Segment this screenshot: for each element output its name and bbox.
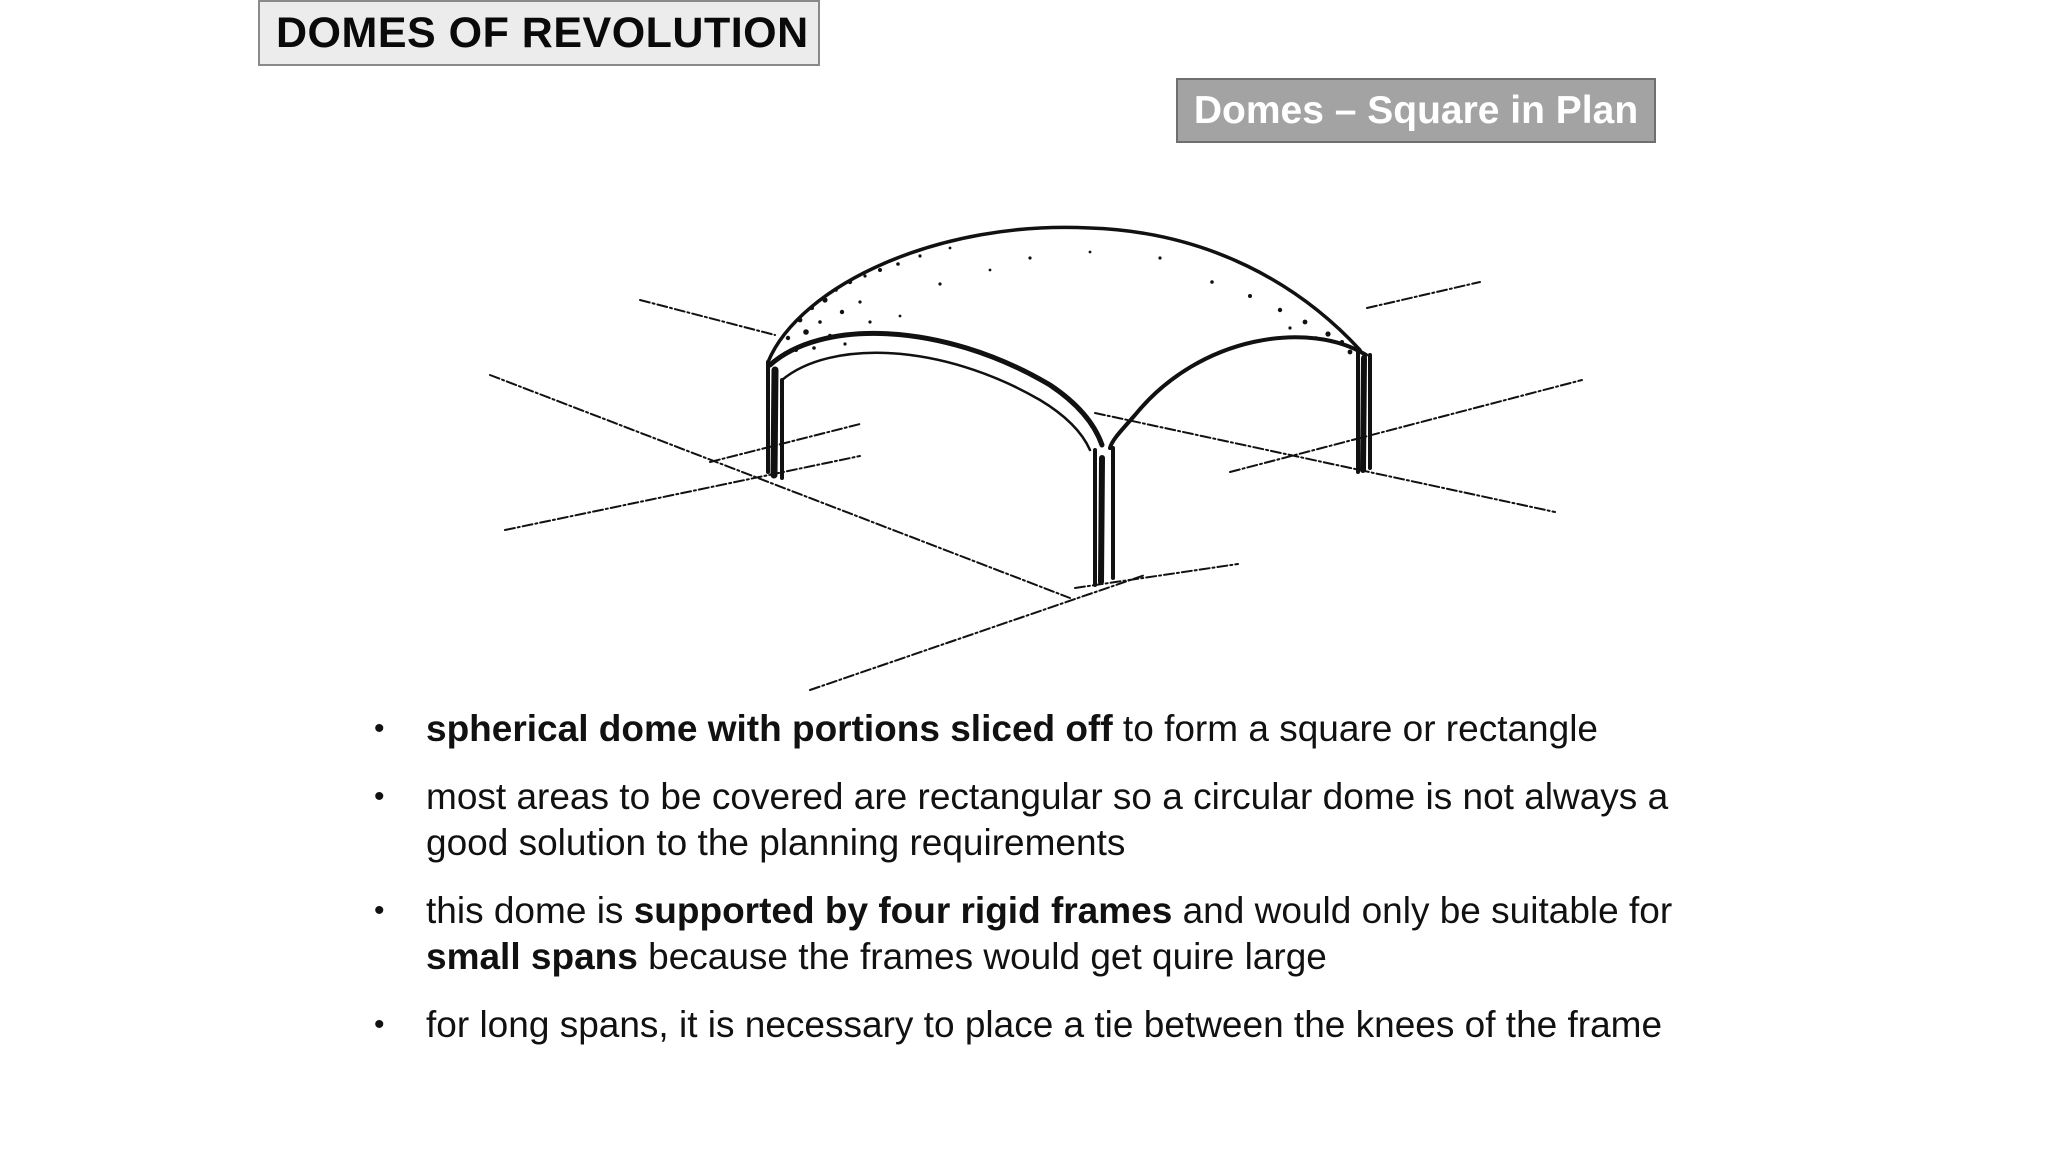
bullet-text-bold: supported by four rigid frames — [633, 890, 1173, 931]
bullet-item — [370, 1002, 1710, 1048]
bullet-text: to form a square or rectangle — [1112, 708, 1599, 749]
bullet-text: for long spans, it is necessary to place a tie between the knees of the frame — [426, 1004, 1663, 1045]
bullet-text-bold: small spans — [426, 936, 638, 977]
dome-shell — [768, 227, 1366, 450]
construction-lines — [490, 282, 1582, 690]
slide-title: DOMES OF REVOLUTION — [258, 0, 820, 66]
bullet-item — [370, 888, 1710, 980]
bullet-marker: • — [374, 1008, 385, 1041]
bullet-text: and would only be suitable for — [1172, 890, 1673, 931]
bullet-list — [370, 706, 1710, 1070]
bullet-text: this dome is — [426, 890, 634, 931]
frame-columns — [715, 340, 1370, 585]
square-dome-illustration — [470, 210, 1600, 700]
bullet-marker: • — [374, 894, 385, 927]
bullet-text: because the frames would get quire large — [637, 936, 1327, 977]
slide-subtitle: Domes – Square in Plan — [1176, 78, 1656, 143]
bullet-marker: • — [374, 780, 385, 813]
bullet-text-bold: spherical dome with portions sliced off — [426, 708, 1113, 749]
bullet-item — [370, 774, 1710, 866]
bullet-item — [370, 706, 1710, 752]
bullet-marker: • — [374, 712, 385, 745]
bullet-text: most areas to be covered are rectangular so a circular dome is not always a good solution to the planning requirements — [426, 776, 1669, 863]
